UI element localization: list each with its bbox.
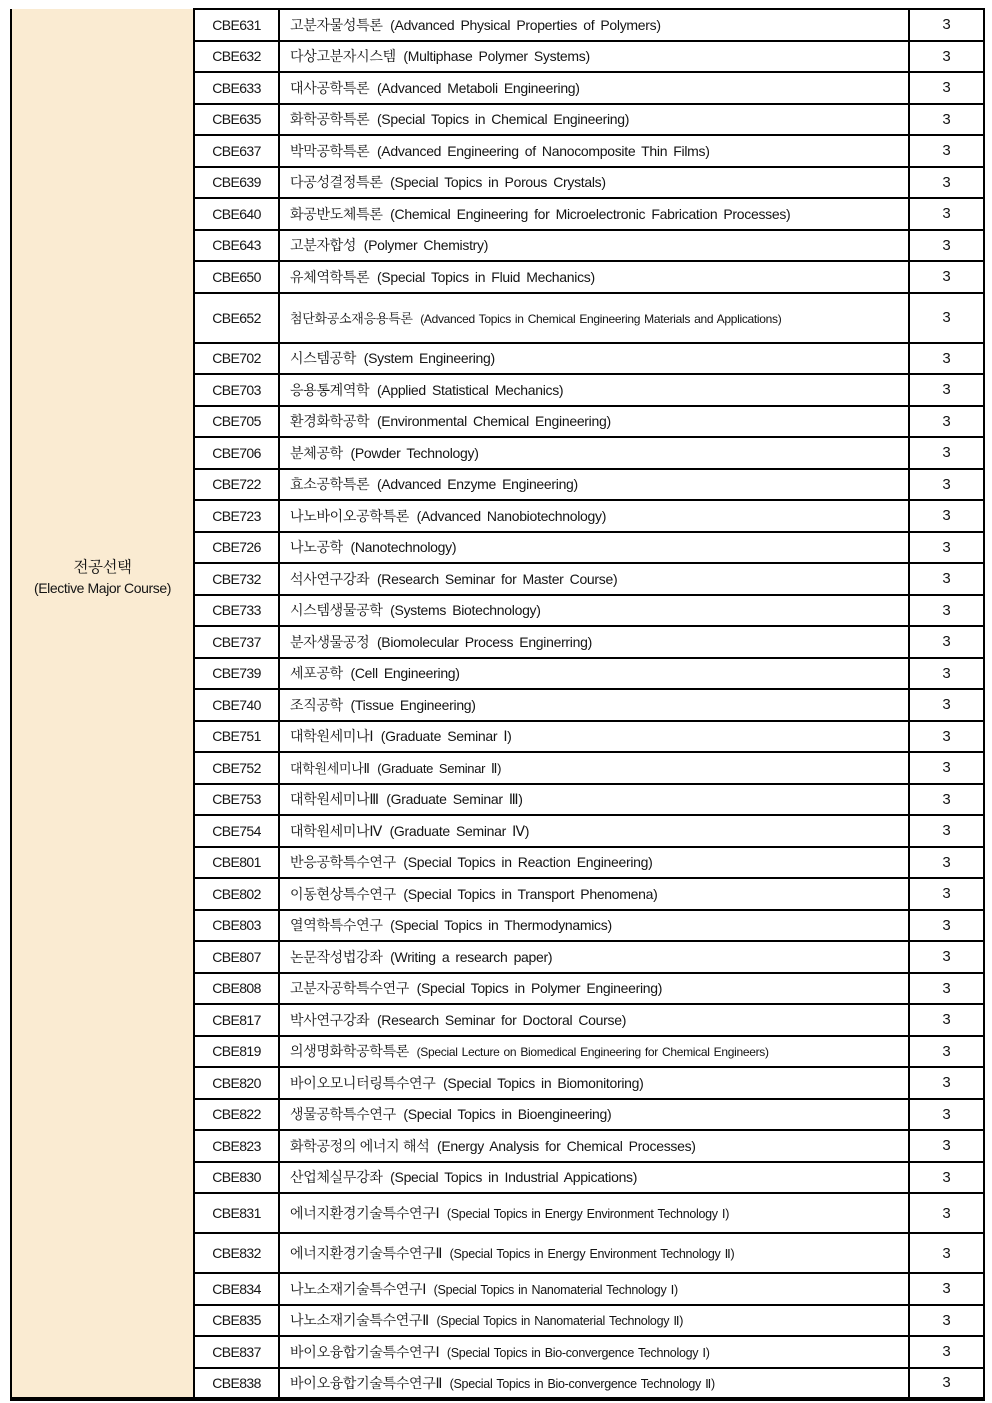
course-title-english: (Special Topics in Nanomaterial Technology Ⅱ) bbox=[436, 1314, 684, 1329]
course-credit-cell: 3 bbox=[909, 1036, 984, 1068]
course-title-english: (Energy Analysis for Chemical Processes) bbox=[437, 1137, 696, 1154]
course-code-cell: CBE739 bbox=[194, 658, 279, 690]
course-credit-cell: 3 bbox=[909, 910, 984, 942]
course-code-cell: CBE753 bbox=[194, 784, 279, 816]
course-credit-cell: 3 bbox=[909, 1004, 984, 1036]
course-credit-cell: 3 bbox=[909, 1193, 984, 1233]
course-title-cell bbox=[279, 563, 909, 595]
course-title-korean: 반응공학특수연구 bbox=[290, 854, 396, 871]
course-title-korean: 고분자물성특론 bbox=[290, 16, 383, 33]
course-title-cell bbox=[279, 1130, 909, 1162]
course-title-korean: 논문작성법강좌 bbox=[290, 948, 383, 965]
course-code-cell: CBE838 bbox=[194, 1368, 279, 1400]
course-title-english: (Graduate Seminar Ⅱ) bbox=[377, 761, 502, 777]
course-title-english: (Advanced Physical Properties of Polymers) bbox=[390, 16, 661, 33]
course-title-cell bbox=[279, 815, 909, 847]
course-code-cell: CBE652 bbox=[194, 293, 279, 343]
course-title-korean: 박사연구강좌 bbox=[290, 1011, 370, 1028]
course-title-english: (Applied Statistical Mechanics) bbox=[376, 381, 564, 398]
course-title-english: (Advanced Metaboli Engineering) bbox=[376, 79, 580, 96]
course-title-english: (Cell Engineering) bbox=[350, 665, 460, 682]
course-title-cell bbox=[279, 406, 909, 438]
course-title-cell bbox=[279, 721, 909, 753]
course-title-english: (Advanced Nanobiotechnology) bbox=[416, 507, 607, 524]
course-title-english: (Special Topics in Bio-convergence Technology Ⅱ) bbox=[449, 1376, 715, 1391]
course-code-cell: CBE831 bbox=[194, 1193, 279, 1233]
course-code-cell: CBE808 bbox=[194, 973, 279, 1005]
course-code-cell: CBE640 bbox=[194, 198, 279, 230]
course-title-cell bbox=[279, 261, 909, 293]
course-code-cell: CBE807 bbox=[194, 941, 279, 973]
course-table bbox=[10, 8, 985, 1401]
course-title-cell bbox=[279, 847, 909, 879]
course-code-cell: CBE832 bbox=[194, 1233, 279, 1273]
course-title-english: (Special Topics in Thermodynamics) bbox=[390, 917, 612, 934]
course-title-english: (Advanced Enzyme Engineering) bbox=[376, 476, 578, 493]
course-code-cell: CBE740 bbox=[194, 689, 279, 721]
course-title-korean: 대학원세미나Ⅱ bbox=[290, 761, 370, 777]
course-title-english: (Special Topics in Reaction Engineering) bbox=[403, 854, 653, 871]
course-title-korean: 나노소재기술특수연구Ⅰ bbox=[290, 1280, 427, 1297]
course-title-korean: 환경화학공학 bbox=[290, 413, 370, 430]
course-title-korean: 효소공학특론 bbox=[290, 476, 370, 493]
course-title-korean: 나노공학 bbox=[290, 539, 343, 556]
course-credit-cell: 3 bbox=[909, 752, 984, 784]
course-code-cell: CBE801 bbox=[194, 847, 279, 879]
course-credit-cell: 3 bbox=[909, 1368, 984, 1400]
course-credit-cell: 3 bbox=[909, 72, 984, 104]
course-title-cell bbox=[279, 72, 909, 104]
course-title-korean: 조직공학 bbox=[290, 696, 343, 713]
course-credit-cell: 3 bbox=[909, 1273, 984, 1305]
course-title-korean: 바이오모니터링특수연구 bbox=[290, 1074, 436, 1091]
course-code-cell: CBE650 bbox=[194, 261, 279, 293]
course-title-english: (Tissue Engineering) bbox=[350, 696, 476, 713]
course-credit-cell: 3 bbox=[909, 261, 984, 293]
course-credit-cell: 3 bbox=[909, 563, 984, 595]
course-code-cell: CBE837 bbox=[194, 1336, 279, 1368]
course-title-english: (Special Topics in Transport Phenomena) bbox=[403, 885, 658, 902]
course-code-cell: CBE637 bbox=[194, 135, 279, 167]
course-title-english: (Special Topics in Energy Environment Technology Ⅰ) bbox=[446, 1207, 730, 1221]
course-title-cell bbox=[279, 1305, 909, 1337]
category-cell bbox=[11, 9, 194, 1399]
course-title-korean: 박막공학특론 bbox=[290, 142, 370, 159]
course-title-cell bbox=[279, 343, 909, 375]
course-title-cell bbox=[279, 167, 909, 199]
course-title-korean: 이동현상특수연구 bbox=[290, 885, 396, 902]
course-credit-cell: 3 bbox=[909, 595, 984, 627]
course-code-cell: CBE703 bbox=[194, 374, 279, 406]
course-credit-cell: 3 bbox=[909, 500, 984, 532]
course-title-cell bbox=[279, 1233, 909, 1273]
course-credit-cell: 3 bbox=[909, 847, 984, 879]
course-title-korean: 분자생물공정 bbox=[290, 633, 370, 650]
course-title-cell bbox=[279, 626, 909, 658]
course-title-korean: 열역학특수연구 bbox=[290, 917, 383, 934]
course-title-korean: 바이오융합기술특수연구Ⅱ bbox=[290, 1374, 443, 1391]
course-title-english: (Chemical Engineering for Microelectronic Fabrication Processes) bbox=[390, 205, 791, 222]
course-title-english: (Special Topics in Nanomaterial Technology Ⅰ) bbox=[433, 1282, 678, 1297]
course-title-korean: 대학원세미나Ⅳ bbox=[290, 822, 382, 839]
course-credit-cell: 3 bbox=[909, 1099, 984, 1131]
course-title-cell bbox=[279, 469, 909, 501]
course-code-cell: CBE819 bbox=[194, 1036, 279, 1068]
course-title-english: (Special Topics in Polymer Engineering) bbox=[416, 980, 663, 997]
course-title-english: (Special Topics in Porous Crystals) bbox=[390, 174, 606, 191]
course-title-korean: 시스템공학 bbox=[290, 350, 357, 367]
course-title-cell bbox=[279, 1162, 909, 1194]
course-credit-cell: 3 bbox=[909, 293, 984, 343]
course-title-cell bbox=[279, 230, 909, 262]
course-credit-cell: 3 bbox=[909, 343, 984, 375]
course-credit-cell: 3 bbox=[909, 626, 984, 658]
course-title-cell bbox=[279, 104, 909, 136]
course-title-cell bbox=[279, 41, 909, 73]
course-title-english: (System Engineering) bbox=[363, 350, 495, 367]
course-credit-cell: 3 bbox=[909, 721, 984, 753]
course-title-cell bbox=[279, 374, 909, 406]
course-title-cell bbox=[279, 910, 909, 942]
course-code-cell: CBE633 bbox=[194, 72, 279, 104]
course-code-cell: CBE635 bbox=[194, 104, 279, 136]
course-title-korean: 생물공학특수연구 bbox=[290, 1106, 396, 1123]
course-title-cell bbox=[279, 1193, 909, 1233]
course-title-english: (Advanced Engineering of Nanocomposite Thin Films) bbox=[376, 142, 710, 159]
course-credit-cell: 3 bbox=[909, 41, 984, 73]
course-code-cell: CBE632 bbox=[194, 41, 279, 73]
course-credit-cell: 3 bbox=[909, 658, 984, 690]
course-title-korean: 고분자합성 bbox=[290, 237, 357, 254]
course-credit-cell: 3 bbox=[909, 1067, 984, 1099]
course-title-cell bbox=[279, 1099, 909, 1131]
course-title-english: (Biomolecular Process Enginerring) bbox=[376, 633, 592, 650]
course-credit-cell: 3 bbox=[909, 406, 984, 438]
category-name-english: (Elective Major Course) bbox=[33, 579, 172, 596]
course-title-korean: 대학원세미나Ⅰ bbox=[290, 728, 374, 745]
course-title-cell bbox=[279, 135, 909, 167]
course-credit-cell: 3 bbox=[909, 1336, 984, 1368]
course-code-cell: CBE705 bbox=[194, 406, 279, 438]
course-title-cell bbox=[279, 1273, 909, 1305]
course-credit-cell: 3 bbox=[909, 973, 984, 1005]
course-title-english: (Special Topics in Industrial Appications) bbox=[390, 1169, 638, 1186]
course-title-english: (Research Seminar for Doctoral Course) bbox=[376, 1011, 627, 1028]
course-title-cell bbox=[279, 1036, 909, 1068]
course-title-korean: 에너지환경기술특수연구Ⅰ bbox=[290, 1205, 440, 1221]
course-title-english: (Special Topics in Biomonitoring) bbox=[443, 1074, 644, 1091]
course-credit-cell: 3 bbox=[909, 941, 984, 973]
course-title-korean: 화학공정의 에너지 해석 bbox=[290, 1137, 430, 1154]
course-title-cell bbox=[279, 878, 909, 910]
course-credit-cell: 3 bbox=[909, 374, 984, 406]
course-title-cell bbox=[279, 1067, 909, 1099]
course-credit-cell: 3 bbox=[909, 167, 984, 199]
course-code-cell: CBE820 bbox=[194, 1067, 279, 1099]
course-title-korean: 석사연구강좌 bbox=[290, 570, 370, 587]
course-title-english: (Multiphase Polymer Systems) bbox=[403, 48, 590, 65]
course-title-korean: 화공반도체특론 bbox=[290, 205, 383, 222]
course-title-english: (Nanotechnology) bbox=[350, 539, 457, 556]
course-title-korean: 대사공학특론 bbox=[290, 79, 370, 96]
course-title-korean: 의생명화학공학특론 bbox=[290, 1043, 410, 1060]
course-credit-cell: 3 bbox=[909, 815, 984, 847]
course-code-cell: CBE722 bbox=[194, 469, 279, 501]
course-code-cell: CBE639 bbox=[194, 167, 279, 199]
course-code-cell: CBE733 bbox=[194, 595, 279, 627]
course-title-korean: 나노바이오공학특론 bbox=[290, 507, 410, 524]
course-code-cell: CBE631 bbox=[194, 9, 279, 41]
course-code-cell: CBE754 bbox=[194, 815, 279, 847]
course-code-cell: CBE822 bbox=[194, 1099, 279, 1131]
course-title-english: (Special Topics in Bioengineering) bbox=[403, 1106, 612, 1123]
course-title-cell bbox=[279, 532, 909, 564]
course-credit-cell: 3 bbox=[909, 198, 984, 230]
course-title-english: (Special Topics in Energy Environment Technology Ⅱ) bbox=[449, 1247, 735, 1261]
course-title-korean: 대학원세미나Ⅲ bbox=[290, 791, 379, 808]
course-code-cell: CBE823 bbox=[194, 1130, 279, 1162]
table-row bbox=[11, 9, 984, 41]
course-code-cell: CBE643 bbox=[194, 230, 279, 262]
course-credit-cell: 3 bbox=[909, 437, 984, 469]
course-code-cell: CBE706 bbox=[194, 437, 279, 469]
course-title-cell bbox=[279, 500, 909, 532]
course-title-cell bbox=[279, 9, 909, 41]
course-title-cell bbox=[279, 1368, 909, 1400]
course-title-english: (Research Seminar for Master Course) bbox=[376, 570, 618, 587]
course-title-english: (Graduate Seminar Ⅳ) bbox=[389, 822, 530, 839]
course-title-korean: 세포공학 bbox=[290, 665, 343, 682]
course-code-cell: CBE830 bbox=[194, 1162, 279, 1194]
course-title-cell bbox=[279, 973, 909, 1005]
course-code-cell: CBE752 bbox=[194, 752, 279, 784]
course-code-cell: CBE835 bbox=[194, 1305, 279, 1337]
course-credit-cell: 3 bbox=[909, 469, 984, 501]
course-title-cell bbox=[279, 752, 909, 784]
course-credit-cell: 3 bbox=[909, 135, 984, 167]
course-title-cell bbox=[279, 941, 909, 973]
course-title-english: (Special Topics in Chemical Engineering) bbox=[376, 111, 630, 128]
course-title-korean: 첨단화공소재응용특론 bbox=[290, 311, 413, 326]
course-title-korean: 산업체실무강좌 bbox=[290, 1169, 383, 1186]
course-title-korean: 나노소재기술특수연구Ⅱ bbox=[290, 1312, 429, 1329]
course-code-cell: CBE834 bbox=[194, 1273, 279, 1305]
course-credit-cell: 3 bbox=[909, 1305, 984, 1337]
category-label bbox=[12, 557, 193, 598]
course-credit-cell: 3 bbox=[909, 1233, 984, 1273]
course-credit-cell: 3 bbox=[909, 1130, 984, 1162]
course-credit-cell: 3 bbox=[909, 230, 984, 262]
course-title-english: (Systems Biotechnology) bbox=[390, 602, 541, 619]
course-code-cell: CBE751 bbox=[194, 721, 279, 753]
course-title-korean: 응용통계역학 bbox=[290, 381, 370, 398]
course-title-korean: 시스템생물공학 bbox=[290, 602, 383, 619]
course-credit-cell: 3 bbox=[909, 784, 984, 816]
course-title-korean: 유체역학특론 bbox=[290, 268, 370, 285]
course-credit-cell: 3 bbox=[909, 532, 984, 564]
course-code-cell: CBE726 bbox=[194, 532, 279, 564]
course-title-cell bbox=[279, 784, 909, 816]
course-credit-cell: 3 bbox=[909, 104, 984, 136]
course-title-cell bbox=[279, 1004, 909, 1036]
course-title-english: (Environmental Chemical Engineering) bbox=[376, 413, 611, 430]
course-code-cell: CBE802 bbox=[194, 878, 279, 910]
course-title-korean: 다상고분자시스템 bbox=[290, 48, 396, 65]
course-credit-cell: 3 bbox=[909, 9, 984, 41]
course-title-cell bbox=[279, 437, 909, 469]
course-title-korean: 다공성결정특론 bbox=[290, 174, 383, 191]
course-title-english: (Special Lecture on Biomedical Engineering for Chemical Engineers) bbox=[416, 1045, 769, 1060]
course-code-cell: CBE817 bbox=[194, 1004, 279, 1036]
course-title-english: (Powder Technology) bbox=[350, 444, 479, 461]
course-title-korean: 고분자공학특수연구 bbox=[290, 980, 410, 997]
course-title-cell bbox=[279, 1336, 909, 1368]
course-title-cell bbox=[279, 689, 909, 721]
course-title-english: (Graduate Seminar Ⅲ) bbox=[386, 791, 523, 808]
course-title-english: (Graduate Seminar Ⅰ) bbox=[380, 728, 512, 745]
course-code-cell: CBE732 bbox=[194, 563, 279, 595]
course-title-english: (Advanced Topics in Chemical Engineering Materials and Applications) bbox=[420, 312, 782, 326]
course-title-english: (Special Topics in Bio-convergence Technology Ⅰ) bbox=[446, 1345, 710, 1360]
course-table-body bbox=[11, 9, 984, 1399]
course-title-korean: 에너지환경기술특수연구Ⅱ bbox=[290, 1245, 443, 1261]
course-title-korean: 화학공학특론 bbox=[290, 111, 370, 128]
course-title-english: (Polymer Chemistry) bbox=[363, 237, 489, 254]
course-title-english: (Writing a research paper) bbox=[390, 948, 553, 965]
course-title-cell bbox=[279, 198, 909, 230]
course-title-cell bbox=[279, 658, 909, 690]
course-title-korean: 분체공학 bbox=[290, 444, 343, 461]
course-title-cell bbox=[279, 595, 909, 627]
course-code-cell: CBE702 bbox=[194, 343, 279, 375]
course-title-cell bbox=[279, 293, 909, 343]
course-credit-cell: 3 bbox=[909, 1162, 984, 1194]
course-code-cell: CBE737 bbox=[194, 626, 279, 658]
course-title-korean: 바이오융합기술특수연구Ⅰ bbox=[290, 1343, 440, 1360]
category-name-korean: 전공선택 bbox=[73, 559, 132, 576]
course-title-english: (Special Topics in Fluid Mechanics) bbox=[376, 268, 595, 285]
course-credit-cell: 3 bbox=[909, 878, 984, 910]
course-credit-cell: 3 bbox=[909, 689, 984, 721]
course-code-cell: CBE803 bbox=[194, 910, 279, 942]
course-code-cell: CBE723 bbox=[194, 500, 279, 532]
